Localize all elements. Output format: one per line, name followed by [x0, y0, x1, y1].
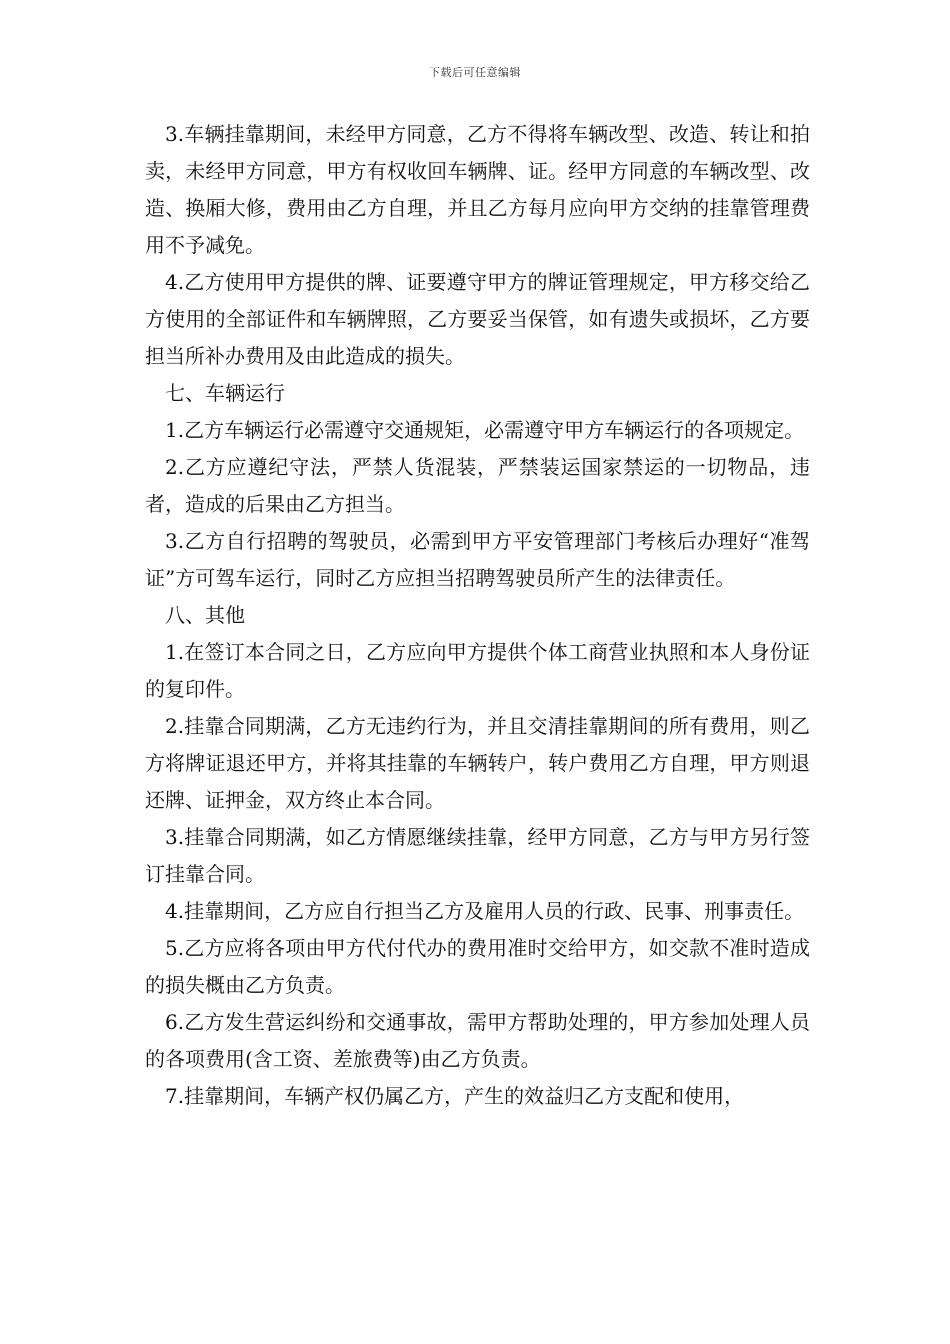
- clause-paragraph: 3.乙方自行招聘的驾驶员，必需到甲方平安管理部门考核后办理好“准驾证”方可驾车运行，同时乙方应担当招聘驾驶员所产生的法律责任。: [145, 529, 810, 590]
- clause-paragraph: 6.乙方发生营运纠纷和交通事故，需甲方帮助处理的，甲方参加处理人员的各项费用(含工资、差旅费等)由乙方负责。: [145, 1010, 810, 1071]
- clause-paragraph: 2.挂靠合同期满，乙方无违约行为，并且交清挂靠期间的所有费用，则乙方将牌证退还甲方，并将其挂靠的车辆转户，转户费用乙方自理，甲方则退还牌、证押金，双方终止本合同。: [145, 714, 810, 812]
- document-body: [145, 116, 810, 1115]
- clause-paragraph: 1.乙方车辆运行必需遵守交通规矩，必需遵守甲方车辆运行的各项规定。: [165, 418, 805, 442]
- clause-paragraph: 1.在签订本合同之日，乙方应向甲方提供个体工商营业执照和本人身份证的复印件。: [145, 640, 810, 701]
- page-header: 下载后可任意编辑: [429, 66, 521, 79]
- section-heading: 七、车辆运行: [165, 381, 285, 405]
- clause-paragraph: 3.挂靠合同期满，如乙方情愿继续挂靠，经甲方同意，乙方与甲方另行签订挂靠合同。: [145, 825, 810, 886]
- section-heading: 八、其他: [165, 603, 245, 627]
- clause-paragraph: 5.乙方应将各项由甲方代付代办的费用准时交给甲方，如交款不准时造成的损失概由乙方负责。: [145, 936, 810, 997]
- clause-paragraph: 2.乙方应遵纪守法，严禁人货混装，严禁装运国家禁运的一切物品，违者，造成的后果由乙方担当。: [145, 455, 810, 516]
- clause-paragraph: 7.挂靠期间，车辆产权仍属乙方，产生的效益归乙方支配和使用，: [165, 1084, 745, 1108]
- clause-paragraph: 4.乙方使用甲方提供的牌、证要遵守甲方的牌证管理规定，甲方移交给乙方使用的全部证件和车辆牌照，乙方要妥当保管，如有遗失或损坏，乙方要担当所补办费用及由此造成的损失。: [145, 270, 810, 368]
- clause-paragraph: 4.挂靠期间，乙方应自行担当乙方及雇用人员的行政、民事、刑事责任。: [165, 899, 805, 923]
- clause-paragraph: 3.车辆挂靠期间，未经甲方同意，乙方不得将车辆改型、改造、转让和拍卖，未经甲方同意，甲方有权收回车辆牌、证。经甲方同意的车辆改型、改造、换厢大修，费用由乙方自理，并且乙方每月应向甲方交纳的挂靠管理费用不予减免。: [145, 122, 810, 257]
